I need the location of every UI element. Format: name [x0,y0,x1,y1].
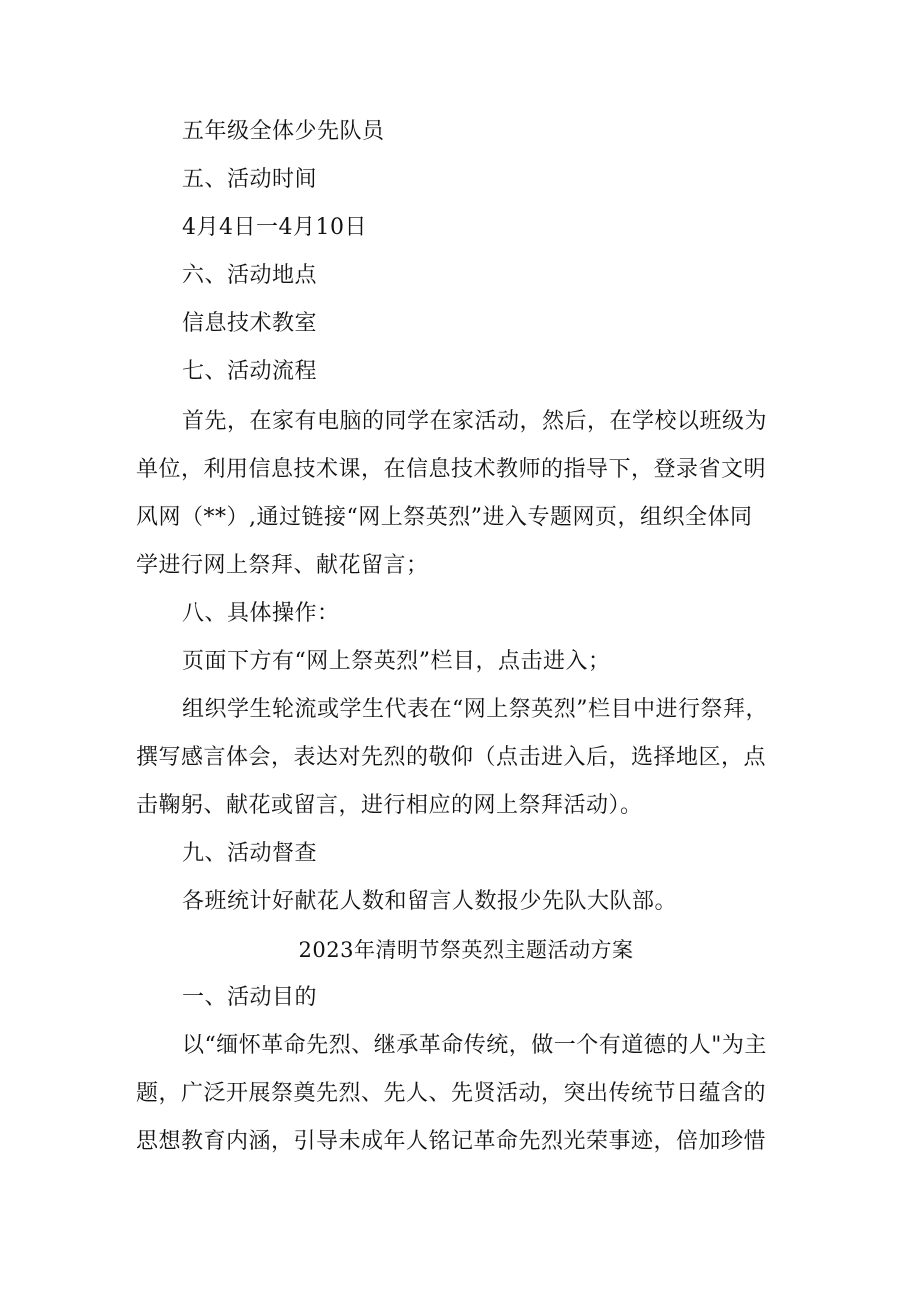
paragraph-line: 以“缅怀革命先烈、继承革命传统，做一个有道德的人"为主 [182,1033,767,1058]
document-title: 2023年清明节祭英烈主题活动方案 [298,938,634,962]
section-heading-time: 五、活动时间 [182,167,318,192]
paragraph-line: 各班统计好献花人数和留言人数报少先队大队部。 [182,889,678,914]
section-heading-location: 六、活动地点 [182,263,318,288]
paragraph-line: 击鞠躬、献花或留言，进行相应的网上祭拜活动）。 [136,793,643,818]
section-heading-process: 七、活动流程 [182,359,318,384]
paragraph-line: 风网（**）,通过链接“网上祭英烈”进入专题网页，组织全体同 [136,505,753,530]
participants-line: 五年级全体少先队员 [182,119,385,144]
paragraph-line: 题，广泛开展祭奠先烈、先人、先贤活动，突出传统节日蕴含的 [136,1081,767,1106]
paragraph-line: 思想教育内涵，引导未成年人铭记革命先烈光荣事迹，倍加珍惜 [136,1129,767,1154]
activity-time-line: 4月4日一4月10日 [182,215,367,240]
paragraph-line: 组织学生轮流或学生代表在“网上祭英烈”栏目中进行祭拜， [182,697,768,722]
section-heading-inspection: 九、活动督查 [182,841,318,866]
paragraph-line: 首先，在家有电脑的同学在家活动，然后，在学校以班级为 [182,409,768,434]
paragraph-line: 撰写感言体会，表达对先烈的敬仰（点击进入后，选择地区，点 [136,745,767,770]
paragraph-line: 页面下方有“网上祭英烈”栏目，点击进入； [182,649,611,674]
section-heading-operation: 八、具体操作： [182,601,340,626]
paragraph-line: 单位，利用信息技术课，在信息技术教师的指导下，登录省文明 [136,457,767,482]
activity-location-line: 信息技术教室 [182,311,318,336]
section-heading-purpose: 一、活动目的 [182,985,318,1010]
paragraph-line: 学进行网上祭拜、献花留言； [136,553,429,578]
